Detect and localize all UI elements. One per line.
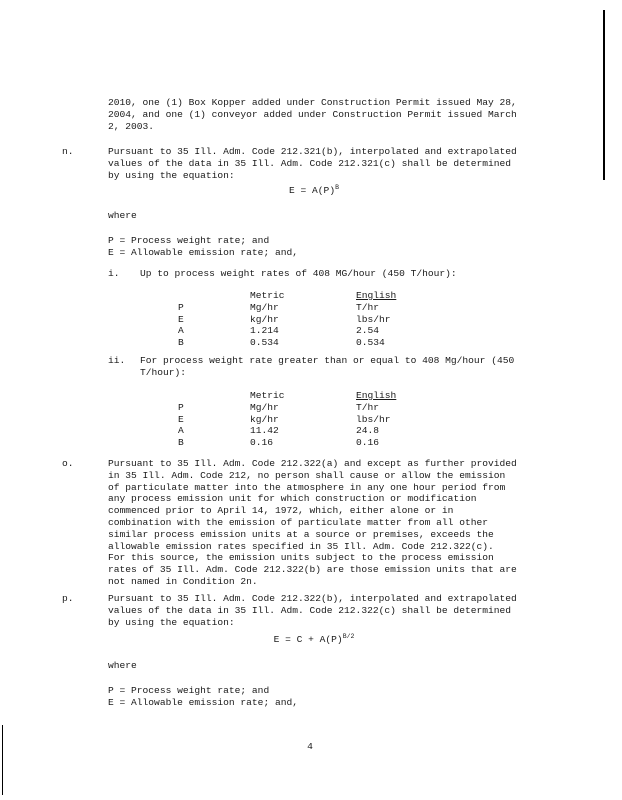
equation-text: E = C + A(P) — [273, 634, 343, 645]
text-line: rates of 35 Ill. Adm. Code 212.322(b) are those emission units that are — [108, 564, 517, 576]
row-symbol: P — [178, 301, 184, 313]
table-row — [178, 314, 396, 326]
para-n-label: n. — [62, 146, 74, 157]
text-line: Pursuant to 35 Ill. Adm. Code 212.321(b), interpolated and extrapolated — [108, 146, 517, 157]
text-line: 2010, one (1) Box Kopper added under Construction Permit issued May 28, — [108, 97, 517, 108]
table-row — [178, 325, 396, 337]
para-p-label: p. — [62, 593, 74, 604]
definition-line: P = Process weight rate; and — [108, 235, 270, 246]
text-line: Pursuant to 35 Ill. Adm. Code 212.322(b), interpolated and extrapolated — [108, 593, 517, 604]
row-symbol: A — [178, 325, 184, 337]
metric-value: Mg/hr — [250, 301, 279, 313]
sub-ii-units-table — [178, 390, 396, 449]
row-symbol: B — [178, 337, 184, 349]
english-value: 0.534 — [356, 337, 385, 349]
text-line: Pursuant to 35 Ill. Adm. Code 212.322(a) and except as further provided — [108, 458, 517, 469]
equation-exponent: B/2 — [342, 633, 355, 640]
intro-paragraph — [108, 97, 517, 132]
row-symbol: B — [178, 437, 184, 449]
table-row — [178, 437, 396, 449]
metric-value: 0.16 — [250, 437, 274, 449]
para-o-label: o. — [62, 458, 74, 469]
left-margin-rule — [2, 725, 3, 795]
text-line: values of the data in 35 Ill. Adm. Code 212.321(c) shall be determined — [108, 157, 512, 169]
english-value: 0.16 — [356, 437, 380, 449]
text-line: T/hour): — [140, 366, 187, 378]
metric-value: 11.42 — [250, 425, 279, 437]
table-row — [178, 414, 396, 426]
metric-value: kg/hr — [250, 413, 279, 425]
column-header-metric: Metric — [250, 390, 285, 401]
row-symbol: A — [178, 425, 184, 437]
metric-value: 0.534 — [250, 337, 279, 349]
text-line: For this source, the emission units subject to the process emission — [108, 552, 494, 564]
row-symbol: P — [178, 401, 184, 413]
text-line: of particulate matter into the atmosphere in any one hour period from — [108, 481, 506, 493]
text-line: in 35 Ill. Adm. Code 212, no person shall cause or allow the emission — [108, 469, 506, 481]
sub-i-text: Up to process weight rates of 408 MG/hour (450 T/hour): — [140, 268, 457, 279]
equation-exponent: B — [335, 184, 339, 191]
row-symbol: E — [178, 313, 184, 325]
para-n-definitions — [108, 235, 298, 259]
table-row — [178, 302, 396, 314]
text-line: not named in Condition 2n. — [108, 575, 258, 587]
para-p-equation — [108, 634, 520, 646]
english-value: T/hr — [356, 401, 380, 413]
definition-line: E = Allowable emission rate; and, — [108, 696, 298, 708]
text-line: 2, 2003. — [108, 120, 155, 132]
text-line: For process weight rate greater than or equal to 408 Mg/hour (450 — [140, 355, 515, 366]
metric-value: 1.214 — [250, 325, 279, 337]
english-value: 2.54 — [356, 325, 380, 337]
definition-line: E = Allowable emission rate; and, — [108, 246, 298, 258]
para-o-text — [108, 458, 517, 588]
english-value: lbs/hr — [356, 413, 391, 425]
english-value: T/hr — [356, 301, 380, 313]
text-line: 2004, and one (1) conveyor added under Construction Permit issued March — [108, 108, 517, 120]
para-p-text — [108, 593, 517, 628]
metric-value: kg/hr — [250, 313, 279, 325]
para-p-definitions — [108, 685, 298, 709]
sub-ii-text — [140, 355, 514, 379]
row-symbol: E — [178, 413, 184, 425]
sub-ii-label: ii. — [108, 355, 126, 366]
equation-text: E = A(P) — [289, 185, 336, 196]
text-line: any process emission unit for which construction or modification — [108, 493, 477, 505]
sub-i-units-table — [178, 290, 396, 349]
page-number: 4 — [307, 741, 313, 752]
para-n-equation — [108, 185, 520, 197]
definition-line: P = Process weight rate; and — [108, 685, 270, 696]
text-line: combination with the emission of particulate matter from all other — [108, 516, 488, 528]
column-header-metric: Metric — [250, 290, 285, 301]
text-line: by using the equation: — [108, 616, 235, 628]
para-p-where: where — [108, 660, 137, 671]
table-row — [178, 425, 396, 437]
table-row — [178, 402, 396, 414]
text-line: allowable emission rates specified in 35 Ill. Adm. Code 212.322(c). — [108, 540, 494, 552]
para-n-where: where — [108, 210, 137, 221]
column-header-english: English — [356, 390, 397, 401]
text-line: values of the data in 35 Ill. Adm. Code 212.322(c) shall be determined — [108, 604, 512, 616]
text-line: by using the equation: — [108, 169, 235, 181]
text-line: similar process emission units at a source or premises, exceeds the — [108, 528, 494, 540]
english-value: 24.8 — [356, 425, 380, 437]
sub-i-label: i. — [108, 268, 120, 279]
table-header-row — [178, 390, 396, 402]
table-header-row — [178, 290, 396, 302]
english-value: lbs/hr — [356, 313, 391, 325]
para-n-text — [108, 146, 517, 181]
column-header-english: English — [356, 290, 397, 301]
text-line: commenced prior to April 14, 1972, which, either alone or in — [108, 505, 454, 517]
metric-value: Mg/hr — [250, 401, 279, 413]
table-row — [178, 337, 396, 349]
right-margin-rule — [603, 10, 605, 180]
